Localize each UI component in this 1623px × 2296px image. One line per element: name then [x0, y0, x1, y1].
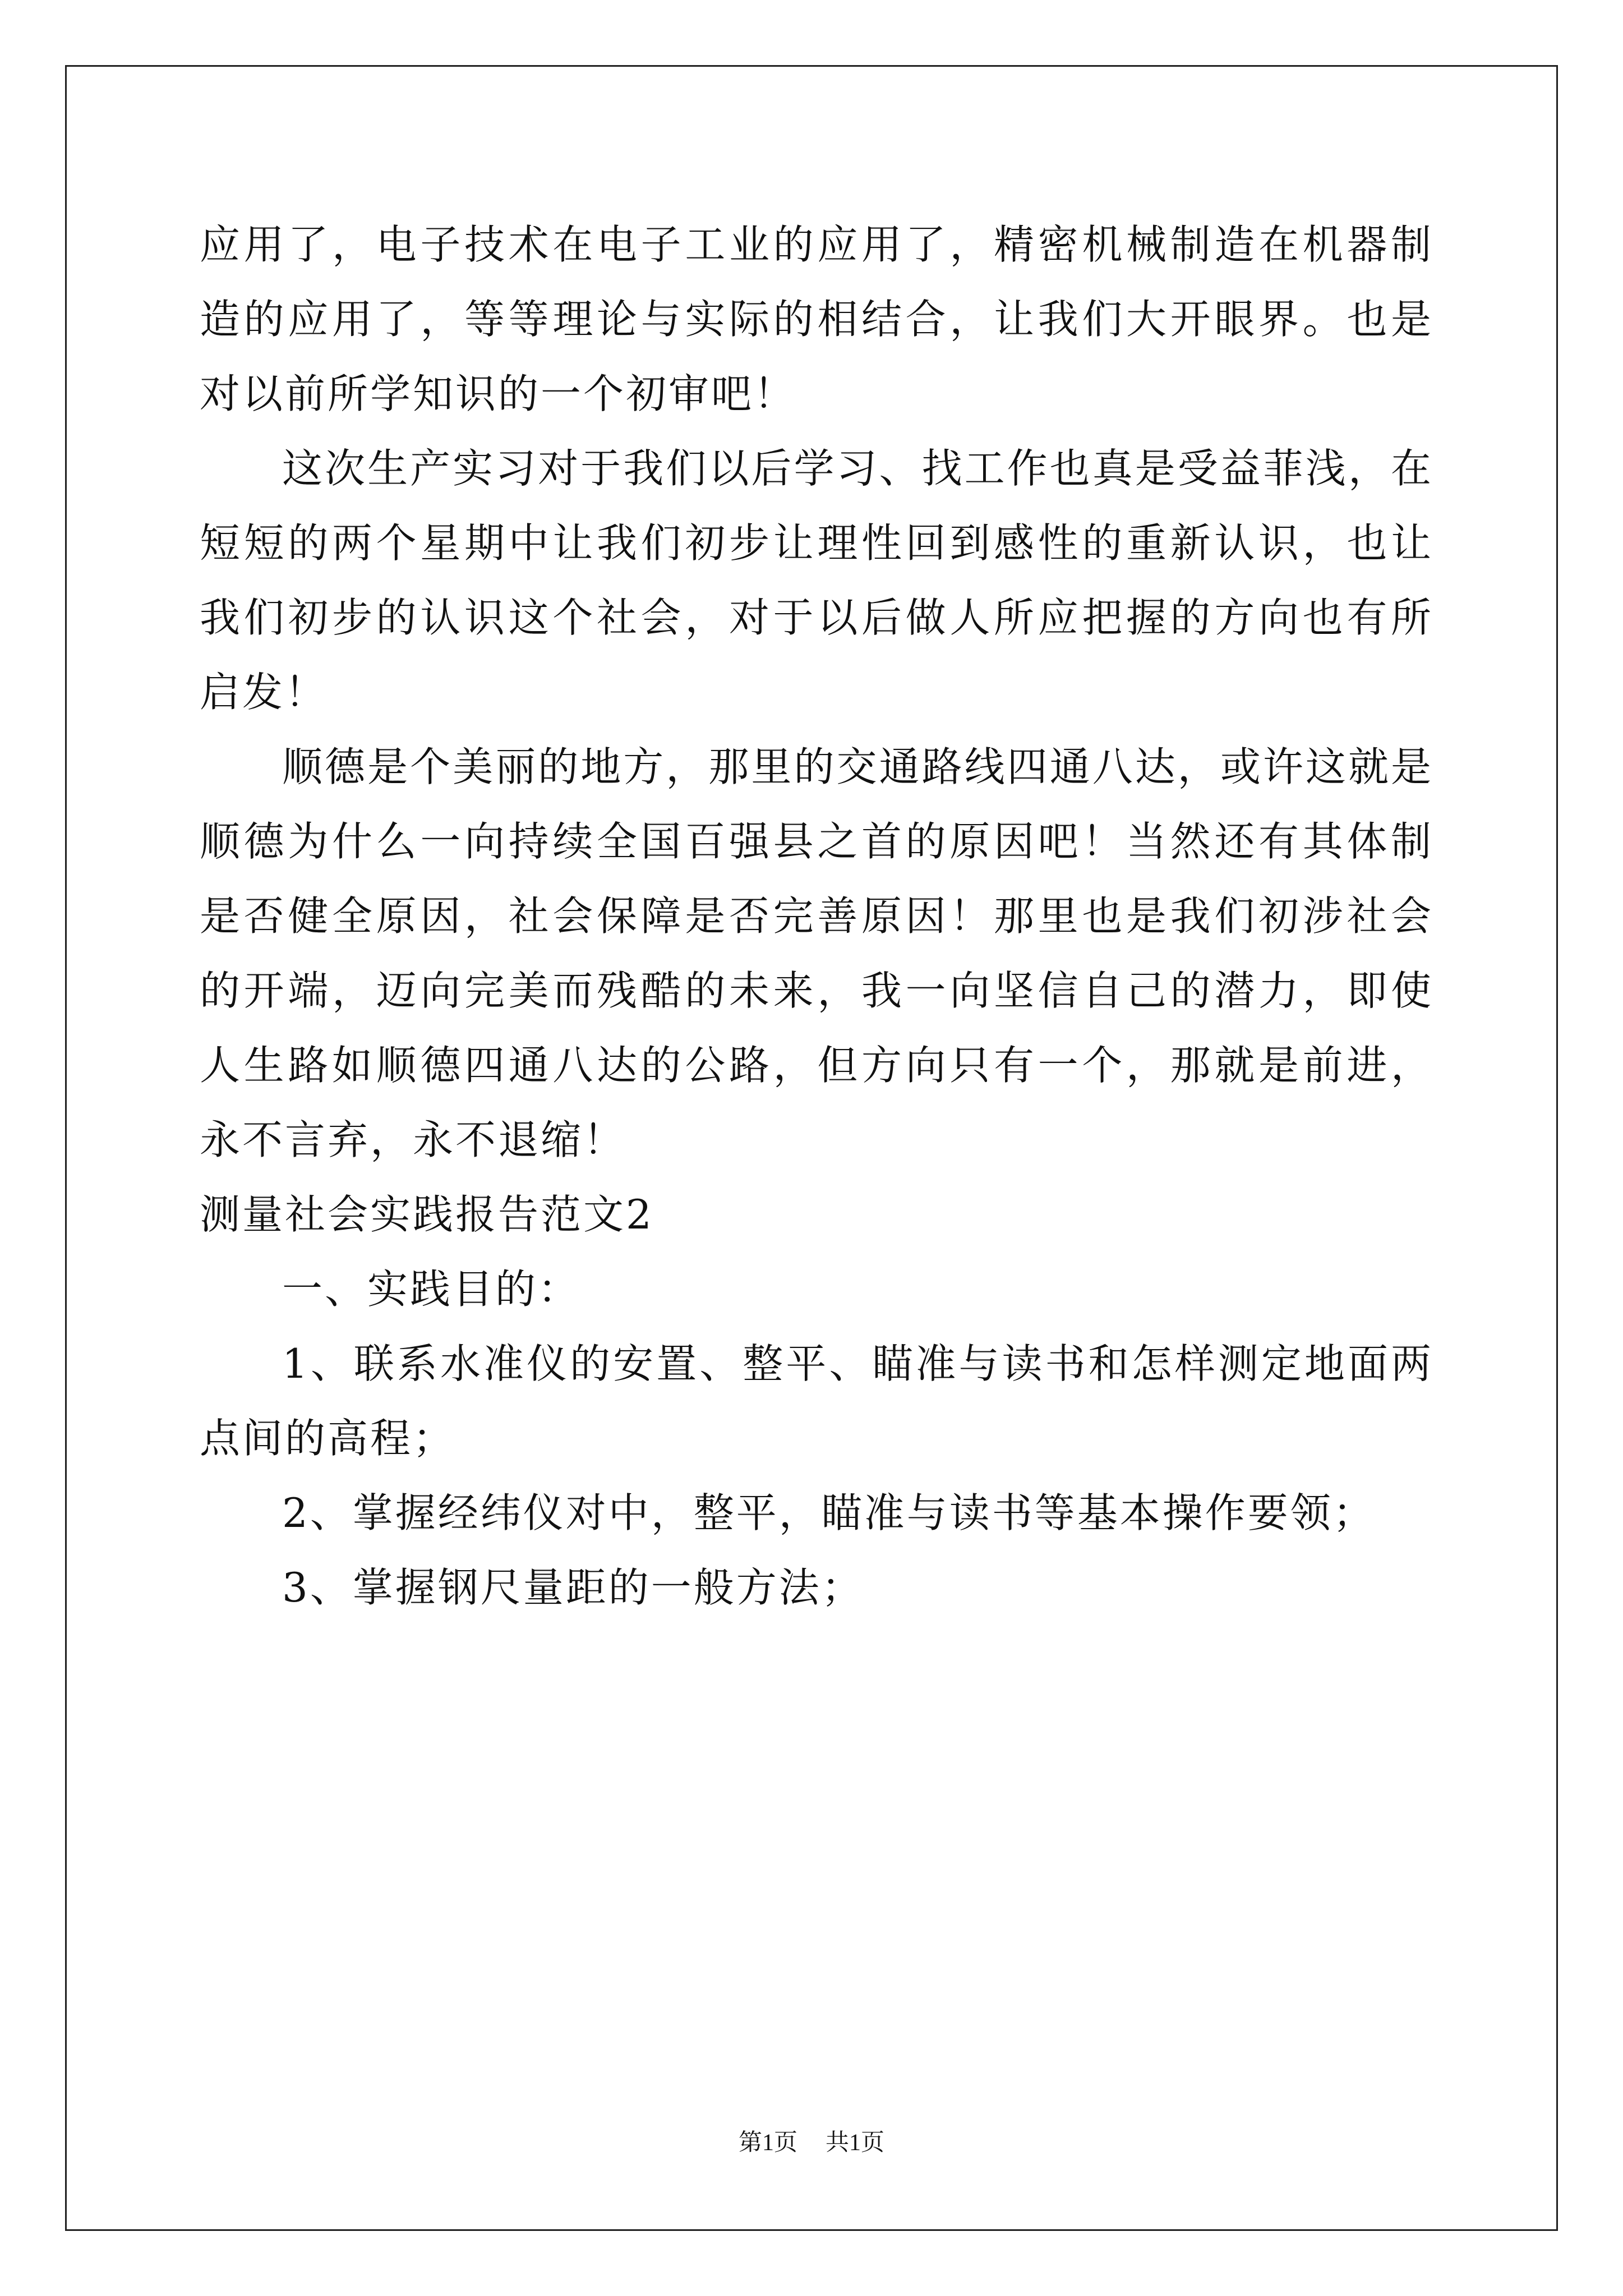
paragraph-1: 应用了，电子技术在电子工业的应用了，精密机械制造在机器制造的应用了，等等理论与实际的相结合，让我们大开眼界。也是对以前所学知识的一个初审吧！: [200, 221, 1433, 417]
document-body: [200, 208, 1433, 1625]
list-item-3: 3、掌握钢尺量距的一般方法；: [282, 1564, 864, 1611]
section-heading: 测量社会实践报告范文2: [200, 1191, 654, 1238]
page-number: 第1页: [738, 2130, 797, 2156]
paragraph-3: 顺德是个美丽的地方，那里的交通路线四通八达，或许这就是顺德为什么一向持续全国百强县之首的原因吧！当然还有其体制是否健全原因，社会保障是否完善原因！那里也是我们初涉社会的开端，迈向完美而残酷的未来，我一向坚信自己的潜力，即使人生路如顺德四通八达的公路，但方向只有一个，那就是前进，永不言弃，永不退缩！: [200, 743, 1433, 1163]
list-item-1: 1、联系水准仪的安置、整平、瞄准与读书和怎样测定地面两点间的高程；: [200, 1340, 1433, 1462]
list-item-2: 2、掌握经纬仪对中，整平，瞄准与读书等基本操作要领；: [282, 1489, 1376, 1536]
page-footer: [0, 2126, 1623, 2160]
page-total: 共1页: [826, 2130, 885, 2156]
paragraph-practice-purpose: 一、实践目的：: [282, 1266, 581, 1313]
paragraph-2: 这次生产实习对于我们以后学习、找工作也真是受益菲浅，在短短的两个星期中让我们初步让理性回到感性的重新认识，也让我们初步的认识这个社会，对于以后做人所应把握的方向也有所启发！: [200, 445, 1433, 716]
